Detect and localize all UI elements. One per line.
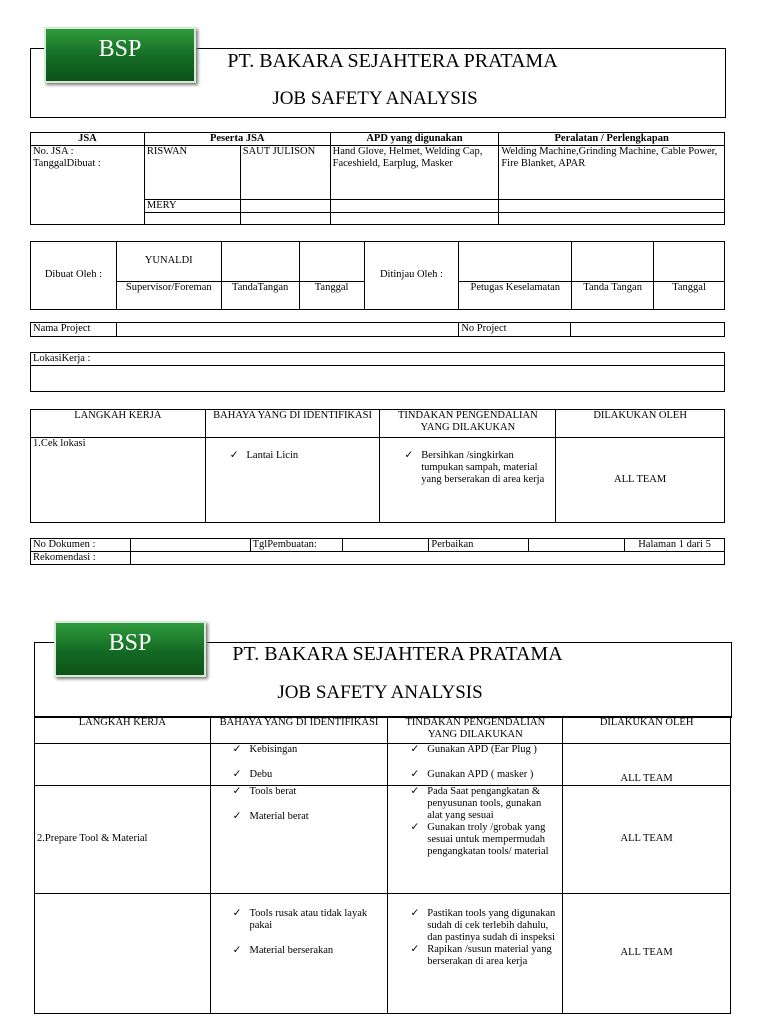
step-empty [35, 744, 211, 786]
participant-3: MERY [144, 200, 240, 213]
col-langkah: LANGKAH KERJA [35, 717, 211, 744]
hazard-item: Tools rusak atau tidak layak pakai [249, 908, 368, 932]
doc-date-label: TglPembuatan: [250, 539, 342, 552]
page2-company-name: PT. BAKARA SEJAHTERA PRATAMA [232, 643, 563, 665]
project-name-label: Nama Project [31, 323, 117, 337]
hazard-cell [210, 786, 388, 894]
empty-cell [499, 200, 725, 213]
header-peserta: Peserta JSA [144, 133, 330, 146]
empty-cell [144, 213, 240, 225]
check-icon: ✓ [410, 769, 420, 781]
header-jsa: JSA [31, 133, 145, 146]
col-tindakan: TINDAKAN PENGENDALIAN YANG DILAKUKAN [388, 717, 563, 744]
page2-title: JOB SAFETY ANALYSIS [277, 682, 483, 703]
page-number: Halaman 1 dari 5 [625, 539, 725, 552]
hazard-cell [210, 744, 388, 786]
check-icon: ✓ [410, 786, 420, 797]
signature-label-2: Tanda Tangan [572, 282, 654, 310]
doc-no-value [130, 539, 250, 552]
check-icon: ✓ [232, 744, 242, 755]
page1-company-name: PT. BAKARA SEJAHTERA PRATAMA [227, 50, 558, 72]
safety-officer-label: Petugas Keselamatan [459, 282, 572, 310]
check-icon: ✓ [410, 822, 420, 834]
jsa-no-label: No. JSA : [33, 146, 74, 158]
col-langkah: LANGKAH KERJA [31, 410, 206, 438]
control-item: Pada Saat pengangkatan & penyusunan tools, gunakan alat yang sesuai [427, 786, 542, 822]
col-dilakukan: DILAKUKAN OLEH [556, 410, 725, 438]
check-icon: ✓ [232, 786, 242, 797]
hazard-item: Kebisingan [249, 744, 298, 755]
location-label: LokasiKerja : [31, 353, 725, 366]
empty-cell [499, 213, 725, 225]
empty-cell [654, 242, 725, 282]
col-bahaya: BAHAYA YANG DI IDENTIFIKASI [210, 717, 388, 744]
check-icon: ✓ [404, 450, 414, 461]
check-icon: ✓ [232, 769, 242, 781]
header-apd: APD yang digunakan [330, 133, 499, 146]
doc-date-value [342, 539, 429, 552]
jsa-info-table [30, 132, 725, 225]
check-icon: ✓ [410, 744, 420, 755]
steps-table-page1 [30, 409, 725, 523]
jsa-date-label: TanggalDibuat : [33, 158, 101, 170]
step-1: 1.Cek lokasi [31, 438, 206, 523]
hazard-item: Lantai Licin [246, 450, 299, 461]
supervisor-label: Supervisor/Foreman [116, 282, 221, 310]
project-no-value [571, 323, 725, 337]
location-value [31, 366, 725, 392]
hazard-cell [205, 438, 380, 523]
empty-cell [572, 242, 654, 282]
revision-value [529, 539, 625, 552]
control-item: Gunakan APD ( masker ) [427, 769, 534, 781]
project-name-value [116, 323, 458, 337]
control-cell [380, 438, 556, 523]
check-icon: ✓ [232, 945, 242, 957]
date-label: Tanggal [299, 282, 364, 310]
control-item: Pastikan tools yang digunakan sudah di cek terlebih dahulu, dan pastinya sudah di inspeksi [427, 908, 556, 944]
jsa-meta-cell [31, 146, 145, 225]
empty-cell [330, 213, 499, 225]
performed-by: ALL TEAM [556, 438, 725, 523]
check-icon: ✓ [229, 450, 239, 461]
steps-table-page2 [34, 716, 731, 1014]
equipment-list: Welding Machine,Grinding Machine, Cable Power, Fire Blanket, APAR [499, 146, 725, 200]
hazard-item: Debu [249, 769, 273, 781]
col-bahaya: BAHAYA YANG DI IDENTIFIKASI [205, 410, 380, 438]
reviewed-by-label: Ditinjau Oleh : [364, 242, 459, 310]
empty-cell [299, 242, 364, 282]
control-item: Gunakan troly /grobak yang sesuai untuk mempermudah pengangkatan tools/ material [427, 822, 549, 858]
document-footer-table [30, 538, 725, 565]
recommendation-label: Rekomendasi : [31, 552, 131, 565]
control-cell [388, 744, 563, 786]
control-item: Gunakan APD (Ear Plug ) [427, 744, 537, 755]
recommendation-value [130, 552, 724, 565]
made-by-name: YUNALDI [116, 242, 221, 282]
control-cell [388, 894, 563, 1014]
date-label-2: Tanggal [654, 282, 725, 310]
signature-label: TandaTangan [221, 282, 299, 310]
participant-2: SAUT JULISON [240, 146, 330, 200]
hazard-item: Material berserakan [249, 945, 334, 957]
check-icon: ✓ [232, 811, 242, 823]
control-cell [388, 786, 563, 894]
empty-cell [330, 200, 499, 213]
empty-cell [240, 200, 330, 213]
performed-by: ALL TEAM [563, 786, 731, 894]
check-icon: ✓ [232, 908, 242, 919]
header-peralatan: Peralatan / Perlengkapan [499, 133, 725, 146]
control-item: Bersihkan /singkirkan tumpukan sampah, material yang berserakan di area kerja [421, 450, 545, 486]
col-tindakan: TINDAKAN PENGENDALIAN YANG DILAKUKAN [380, 410, 556, 438]
project-no-label: No Project [459, 323, 571, 337]
project-table [30, 322, 725, 337]
apd-list: Hand Glove, Helmet, Welding Cap, Faceshield, Earplug, Masker [330, 146, 499, 200]
page1-title: JOB SAFETY ANALYSIS [272, 88, 478, 109]
participant-1: RISWAN [144, 146, 240, 200]
page2-logo: BSP [54, 621, 206, 677]
col-dilakukan: DILAKUKAN OLEH [563, 717, 731, 744]
empty-cell [459, 242, 572, 282]
control-item: Rapikan /susun material yang berserakan di area kerja [427, 944, 552, 968]
location-table [30, 352, 725, 392]
hazard-item: Tools berat [249, 786, 297, 797]
doc-no-label: No Dokumen : [31, 539, 131, 552]
signature-table [30, 241, 725, 310]
check-icon: ✓ [410, 944, 420, 956]
performed-by: ALL TEAM [563, 744, 731, 786]
revision-label: Perbaikan [429, 539, 529, 552]
made-by-label: Dibuat Oleh : [31, 242, 117, 310]
check-icon: ✓ [410, 908, 420, 919]
performed-by: ALL TEAM [563, 894, 731, 1014]
empty-cell [240, 213, 330, 225]
page1-logo: BSP [44, 27, 196, 83]
hazard-item: Material berat [249, 811, 309, 823]
empty-cell [221, 242, 299, 282]
step-empty [35, 894, 211, 1014]
step-2: 2.Prepare Tool & Material [35, 786, 211, 894]
hazard-cell [210, 894, 388, 1014]
